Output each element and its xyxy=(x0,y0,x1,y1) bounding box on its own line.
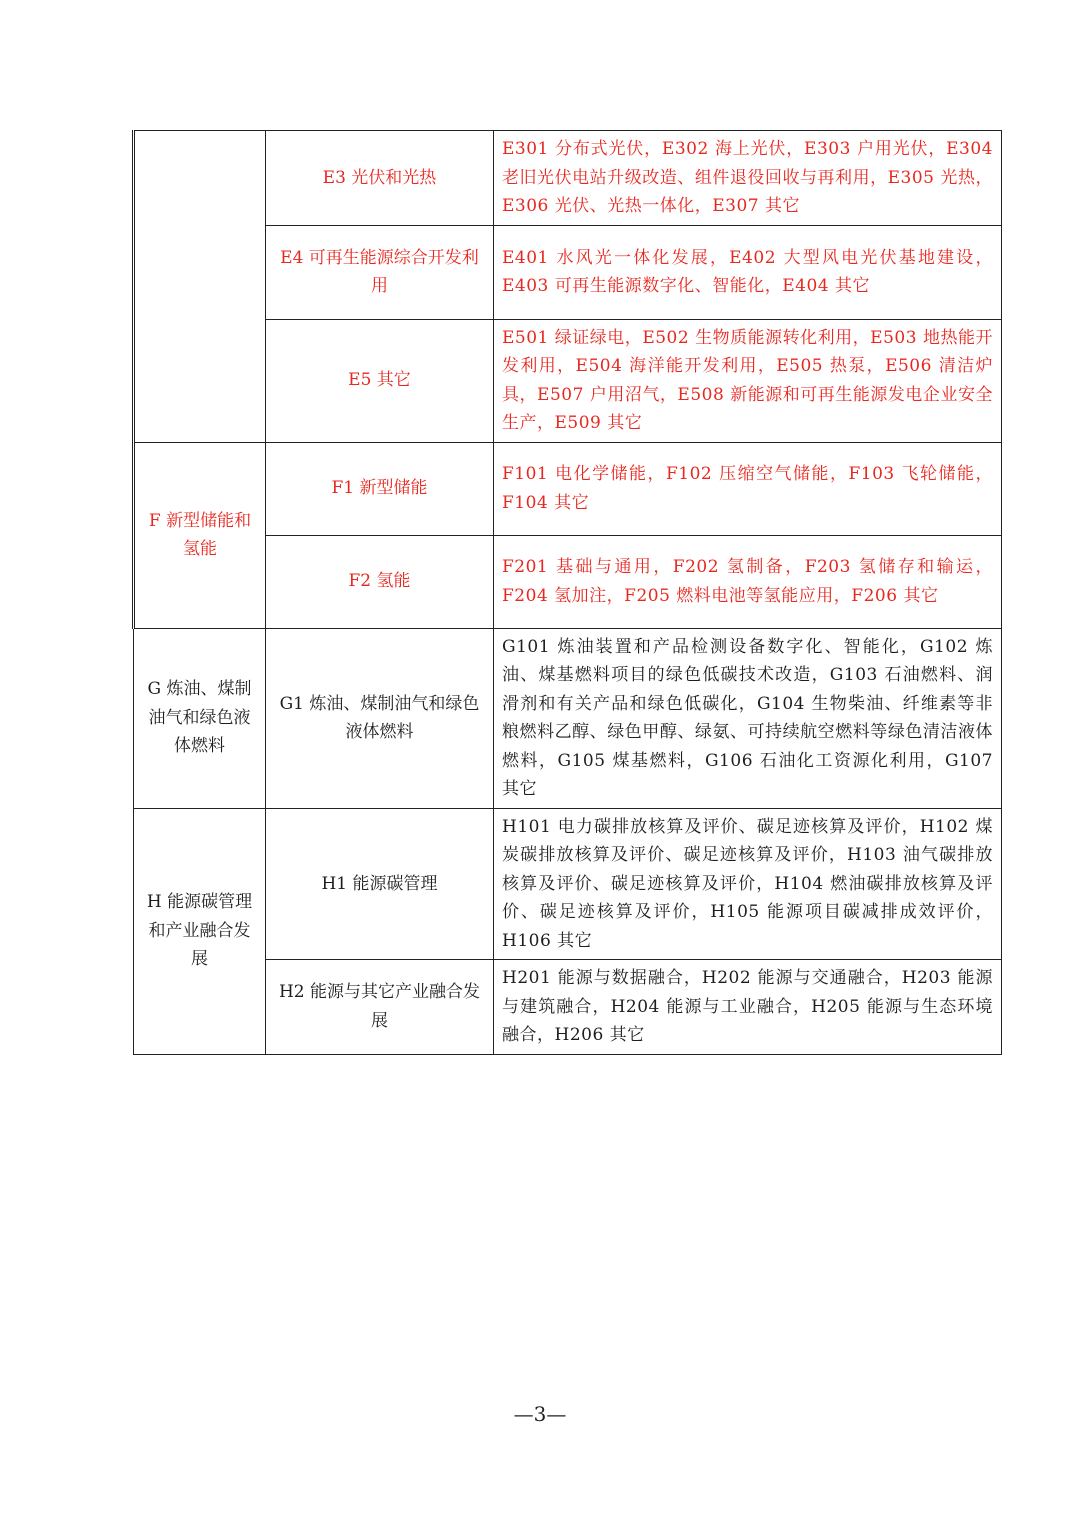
subcategory-cell: F1 新型储能 xyxy=(266,442,494,535)
subcategory-cell: E5 其它 xyxy=(266,319,494,442)
detail-cell: E501 绿证绿电，E502 生物质能源转化利用，E503 地热能开发利用，E504 海洋能开发利用，E505 热泵，E506 清洁炉具，E507 户用沼气，E508 新能源和可再生能源发电企业安全生产，E509 其它 xyxy=(494,319,1002,442)
subcategory-cell: E3 光伏和光热 xyxy=(266,131,494,226)
table-row xyxy=(134,628,1002,808)
subcategory-cell: H1 能源碳管理 xyxy=(266,808,494,960)
table-row xyxy=(134,131,1002,226)
detail-cell: E301 分布式光伏，E302 海上光伏，E303 户用光伏，E304 老旧光伏电站升级改造、组件退役回收与再利用，E305 光热，E306 光伏、光热一体化，E307 其它 xyxy=(494,131,1002,226)
subcategory-cell: H2 能源与其它产业融合发展 xyxy=(266,960,494,1055)
table-row xyxy=(134,442,1002,535)
group-cell-e-continued xyxy=(134,131,266,443)
table-row xyxy=(134,808,1002,960)
detail-cell: E401 水风光一体化发展，E402 大型风电光伏基地建设，E403 可再生能源数字化、智能化，E404 其它 xyxy=(494,225,1002,319)
page-number: —3— xyxy=(513,1402,567,1426)
detail-cell: H101 电力碳排放核算及评价、碳足迹核算及评价，H102 煤炭碳排放核算及评价、碳足迹核算及评价，H103 油气碳排放核算及评价、碳足迹核算及评价，H104 燃油碳排放核算及评价、碳足迹核算及评价，H105 能源项目碳减排成效评价，H106 其它 xyxy=(494,808,1002,960)
group-cell-h: H 能源碳管理和产业融合发展 xyxy=(134,808,266,1054)
group-cell-g: G 炼油、煤制油气和绿色液体燃料 xyxy=(134,628,266,808)
subcategory-cell: E4 可再生能源综合开发利用 xyxy=(266,225,494,319)
classification-table xyxy=(132,130,1002,1055)
detail-cell: F201 基础与通用，F202 氢制备，F203 氢储存和输运，F204 氢加注，F205 燃料电池等氢能应用，F206 其它 xyxy=(494,535,1002,628)
detail-cell: H201 能源与数据融合，H202 能源与交通融合，H203 能源与建筑融合，H204 能源与工业融合，H205 能源与生态环境融合，H206 其它 xyxy=(494,960,1002,1055)
detail-cell: G101 炼油装置和产品检测设备数字化、智能化，G102 炼油、煤基燃料项目的绿色低碳技术改造，G103 石油燃料、润滑剂和有关产品和绿色低碳化，G104 生物柴油、纤维素等非粮燃料乙醇、绿色甲醇、绿氨、可持续航空燃料等绿色清洁液体燃料，G105 煤基燃料，G106 石油化工资源化利用，G107 其它 xyxy=(494,628,1002,808)
detail-cell: F101 电化学储能，F102 压缩空气储能，F103 飞轮储能，F104 其它 xyxy=(494,442,1002,535)
group-cell-f: F 新型储能和氢能 xyxy=(134,442,266,628)
subcategory-cell: G1 炼油、煤制油气和绿色液体燃料 xyxy=(266,628,494,808)
subcategory-cell: F2 氢能 xyxy=(266,535,494,628)
